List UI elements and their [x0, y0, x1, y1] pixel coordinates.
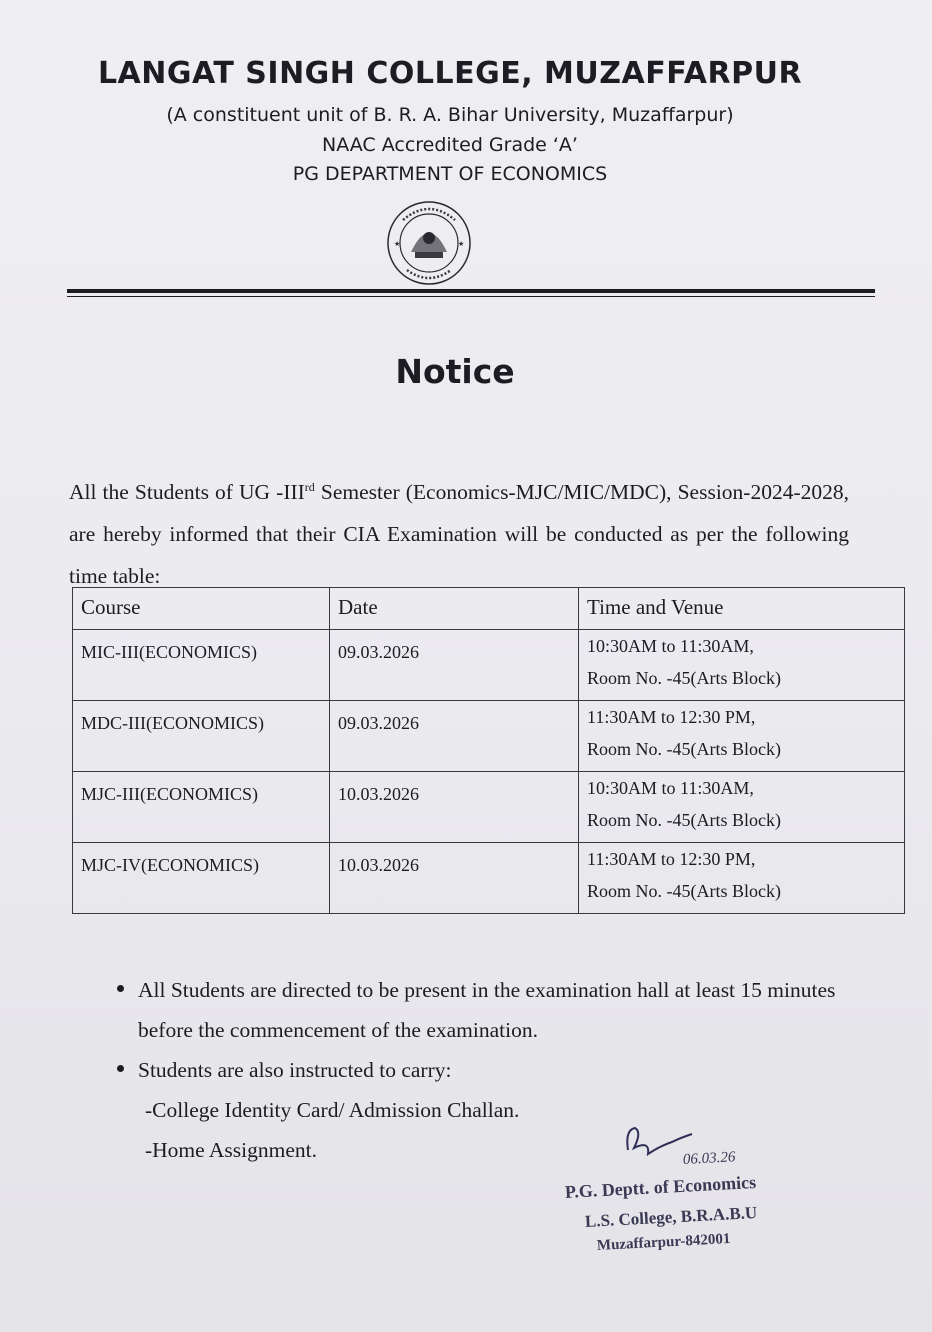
header-divider-thin: [67, 296, 875, 297]
cell-date: 09.03.2026: [330, 701, 579, 772]
bullet-icon: [117, 1065, 124, 1072]
cell-time-venue: [579, 701, 905, 772]
cell-date: 10.03.2026: [330, 772, 579, 843]
para-superscript: rd: [304, 480, 315, 494]
table-row: [73, 843, 905, 914]
instruction-item: [115, 970, 855, 1050]
stamp-line-1: P.G. Deptt. of Economics: [564, 1172, 757, 1202]
cell-time: 11:30AM to 12:30 PM,: [587, 849, 756, 869]
cell-course: MDC-III(ECONOMICS): [73, 701, 330, 772]
cell-time-venue: [579, 630, 905, 701]
college-seal-emblem: [385, 200, 473, 286]
cell-course: MJC-III(ECONOMICS): [73, 772, 330, 843]
cell-date: 09.03.2026: [330, 630, 579, 701]
svg-text:★: ★: [394, 240, 401, 248]
affiliation-line: (A constituent unit of B. R. A. Bihar University, Muzaffarpur): [166, 104, 734, 126]
cell-venue: Room No. -45(Arts Block): [587, 810, 781, 830]
notice-paragraph: [69, 466, 849, 597]
instruction-text: Students are also instructed to carry:: [138, 1058, 452, 1082]
para-rest: Semester (Economics-MJC/MIC/MDC), Session-2024-2028, are hereby informed that their CIA Examination will be conducted as per the following time table:: [69, 480, 849, 589]
signature-block: [565, 1120, 825, 1260]
cell-date: 10.03.2026: [330, 843, 579, 914]
table-header-row: [73, 588, 905, 630]
header-divider-thick: [67, 289, 875, 293]
timetable: [72, 587, 905, 914]
cell-time-venue: [579, 843, 905, 914]
accreditation-line: NAAC Accredited Grade ‘A’: [322, 134, 578, 156]
header-course: Course: [73, 588, 330, 630]
cell-venue: Room No. -45(Arts Block): [587, 739, 781, 759]
cell-venue: Room No. -45(Arts Block): [587, 881, 781, 901]
stamp-line-2: L.S. College, B.R.A.B.U: [584, 1202, 758, 1231]
svg-text:★: ★: [458, 240, 465, 248]
college-name: LANGAT SINGH COLLEGE, MUZAFFARPUR: [97, 56, 803, 91]
table-row: [73, 772, 905, 843]
instruction-item: [115, 1050, 855, 1090]
table-row: [73, 701, 905, 772]
instruction-text: All Students are directed to be present in the examination hall at least 15 minutes before the commencement of the examination.: [138, 978, 836, 1042]
header-date: Date: [330, 588, 579, 630]
cell-time: 10:30AM to 11:30AM,: [587, 636, 754, 656]
table-row: [73, 630, 905, 701]
stamp-line-3: Muzaffarpur-842001: [596, 1231, 731, 1254]
carry-item: -College Identity Card/ Admission Challan.: [145, 1098, 520, 1122]
cell-time-venue: [579, 772, 905, 843]
cell-course: MJC-IV(ECONOMICS): [73, 843, 330, 914]
cell-time: 10:30AM to 11:30AM,: [587, 778, 754, 798]
bullet-icon: [117, 985, 124, 992]
para-prefix: All the Students of UG -III: [69, 480, 305, 505]
department-line: PG DEPARTMENT OF ECONOMICS: [292, 163, 608, 185]
cell-venue: Room No. -45(Arts Block): [587, 668, 781, 688]
signature-date: 06.03.26: [682, 1149, 736, 1168]
cell-course: MIC-III(ECONOMICS): [73, 630, 330, 701]
cell-time: 11:30AM to 12:30 PM,: [587, 707, 756, 727]
carry-item: -Home Assignment.: [145, 1138, 317, 1162]
header-time-venue: Time and Venue: [579, 588, 905, 630]
notice-title: Notice: [395, 352, 515, 391]
